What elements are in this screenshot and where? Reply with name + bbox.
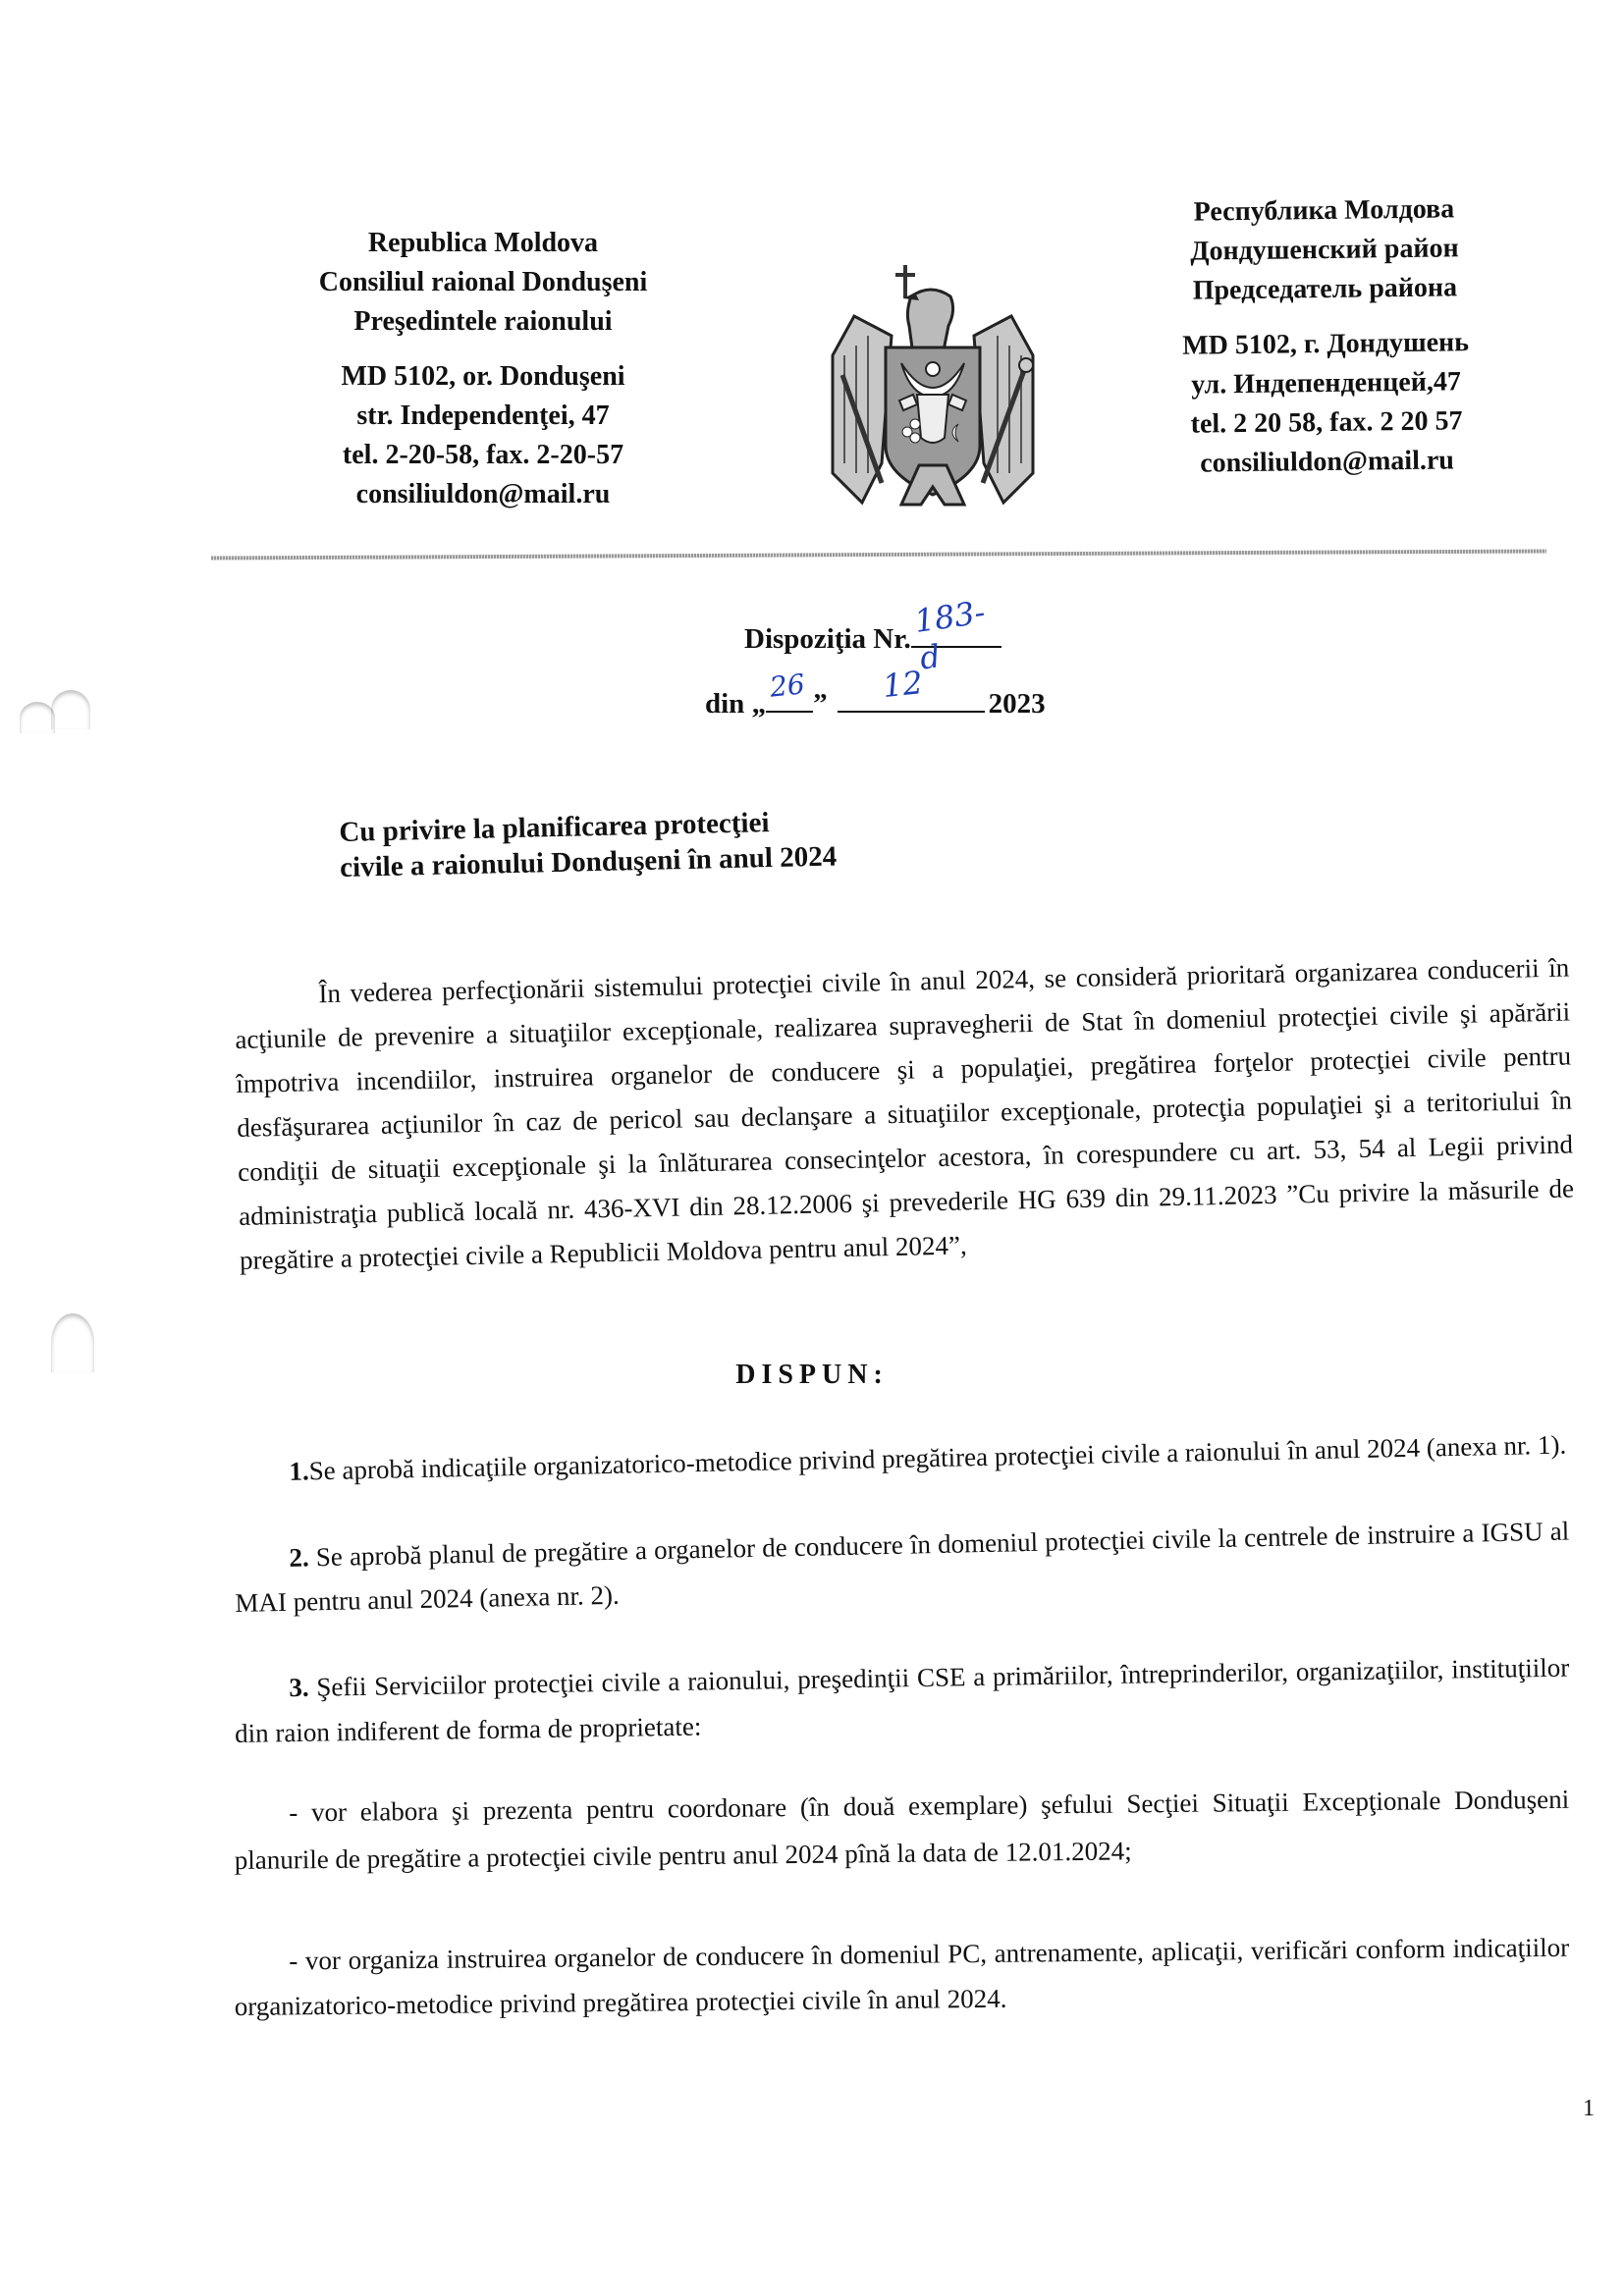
- month-blank: [838, 663, 985, 713]
- header-russian: [1117, 188, 1534, 484]
- number-blank: [911, 593, 1001, 677]
- district-name-ru: Дондушенский район: [1190, 233, 1459, 267]
- punch-hole-mark: [51, 690, 90, 729]
- date-year: 2023: [988, 688, 1046, 720]
- preamble-paragraph: [234, 946, 1575, 1283]
- subject-line-1: Cu privire la planificarea protecţiei: [339, 807, 770, 848]
- country-name-ru: Республика Молдова: [1193, 193, 1455, 228]
- page-number: 1: [1583, 2096, 1595, 2121]
- bullet-1: [234, 1776, 1570, 1884]
- address-line-2: str. Independenţei, 47: [356, 400, 610, 431]
- day-blank: [766, 667, 813, 713]
- item-3-text: Şefii Serviciilor protecţiei civile a raionului, preşedinţii CSE a primăriilor, întreprinderilor, organizaţiilor, instituţiilor din raion indiferent de forma de proprietate:: [234, 1652, 1570, 1748]
- handwritten-number: 183-d: [911, 593, 988, 677]
- country-name: Republica Moldova: [367, 228, 599, 258]
- address-line-1-ru: MD 5102, г. Дондушень: [1182, 327, 1470, 361]
- disposition-date: [705, 663, 1046, 721]
- punch-hole-mark: [20, 702, 55, 733]
- item-3: [234, 1645, 1570, 1756]
- item-3-number: 3.: [289, 1672, 309, 1703]
- handwritten-day: 26: [768, 667, 807, 704]
- subject-heading: [339, 804, 838, 885]
- email-ru: consiliuldon@mail.ru: [1200, 445, 1455, 479]
- disposition-label: Dispoziţia Nr.: [744, 623, 911, 655]
- bullet-1-text: - vor elabora şi prezenta pentru coordonare (în două exemplare) şefului Secţiei Situaţii Excepţionale Donduşeni planurile de pregătire a protecţiei civile pentru anul 2024 pînă la data de 12.01.2024;: [234, 1784, 1570, 1875]
- item-1-text: Se aprobă indicaţiile organizatorico-metodice privind pregătirea protecţiei civile a raionului în anul 2024 (anexa nr. 1).: [308, 1429, 1567, 1486]
- bullet-2: [234, 1925, 1570, 2029]
- header-romanian: [257, 224, 709, 514]
- punch-hole-mark: [51, 1313, 94, 1372]
- email: consiliuldon@mail.ru: [355, 479, 611, 509]
- disposition-number: [744, 593, 1001, 677]
- address-line-1: MD 5102, or. Donduşeni: [341, 361, 625, 392]
- item-2-text: Se aprobă planul de pregătire a organelor de conducere în domeniul protecţiei civile la centrele de instruire a IGSU al MAI pentru anul 2024 (anexa nr. 2).: [235, 1516, 1570, 1618]
- phone-fax-ru: tel. 2 20 58, fax. 2 20 57: [1190, 405, 1463, 440]
- address-line-2-ru: ул. Индепенденцей,47: [1191, 366, 1462, 400]
- item-1-number: 1.: [289, 1456, 310, 1486]
- date-prefix: din „: [705, 688, 767, 720]
- item-2: [234, 1510, 1571, 1626]
- council-name: Consiliul raional Donduşeni: [318, 267, 648, 297]
- office-title-ru: Председатель района: [1192, 272, 1458, 306]
- phone-fax: tel. 2-20-58, fax. 2-20-57: [342, 440, 624, 470]
- item-2-number: 2.: [289, 1542, 310, 1573]
- office-title: Preşedintele raionului: [353, 306, 613, 337]
- subject-line-2: civile a raionului Donduşeni în anul 2024: [339, 840, 838, 883]
- coat-of-arms-icon: [825, 257, 1041, 512]
- handwritten-month: 12: [880, 663, 925, 706]
- item-1: [234, 1423, 1570, 1494]
- header-divider: [211, 549, 1546, 560]
- date-quote-close: ”: [813, 688, 828, 720]
- dispun-heading: DISPUN:: [735, 1360, 889, 1390]
- bullet-2-text: - vor organiza instruirea organelor de conducere în domeniul PC, antrenamente, aplicaţii, verificări conform indicaţiilor organizatorico-metodice privind pregătirea protecţiei civile în anul 2024.: [234, 1932, 1570, 2021]
- preamble-text: În vederea perfecţionării sistemului protecţiei civile în anul 2024, se consideră prioritară organizarea conducerii în acţiunile de prevenire a situaţiilor excepţionale, realizarea supravegherii de Stat în domeniul protecţiei civile şi apărării împotriva incendiilor, instruirea organelor de conducere şi a populaţiei, pregătirea forţelor protecţiei civile pentru desfăşurarea acţiunilor în caz de pericol sau declanşare a situaţiilor excepţionale, protecţia populaţiei şi a teritoriului în condiţii de situaţii excepţionale şi la înlăturarea consecinţelor acestora, în corespundere cu art. 53, 54 al Legii privind administraţia publică locală nr. 436-XVI din 28.12.2006 şi prevederile HG 639 din 29.11.2023 ”Cu privire la măsurile de pregătire a protecţiei civile a Republicii Moldova pentru anul 2024”,: [235, 952, 1575, 1275]
